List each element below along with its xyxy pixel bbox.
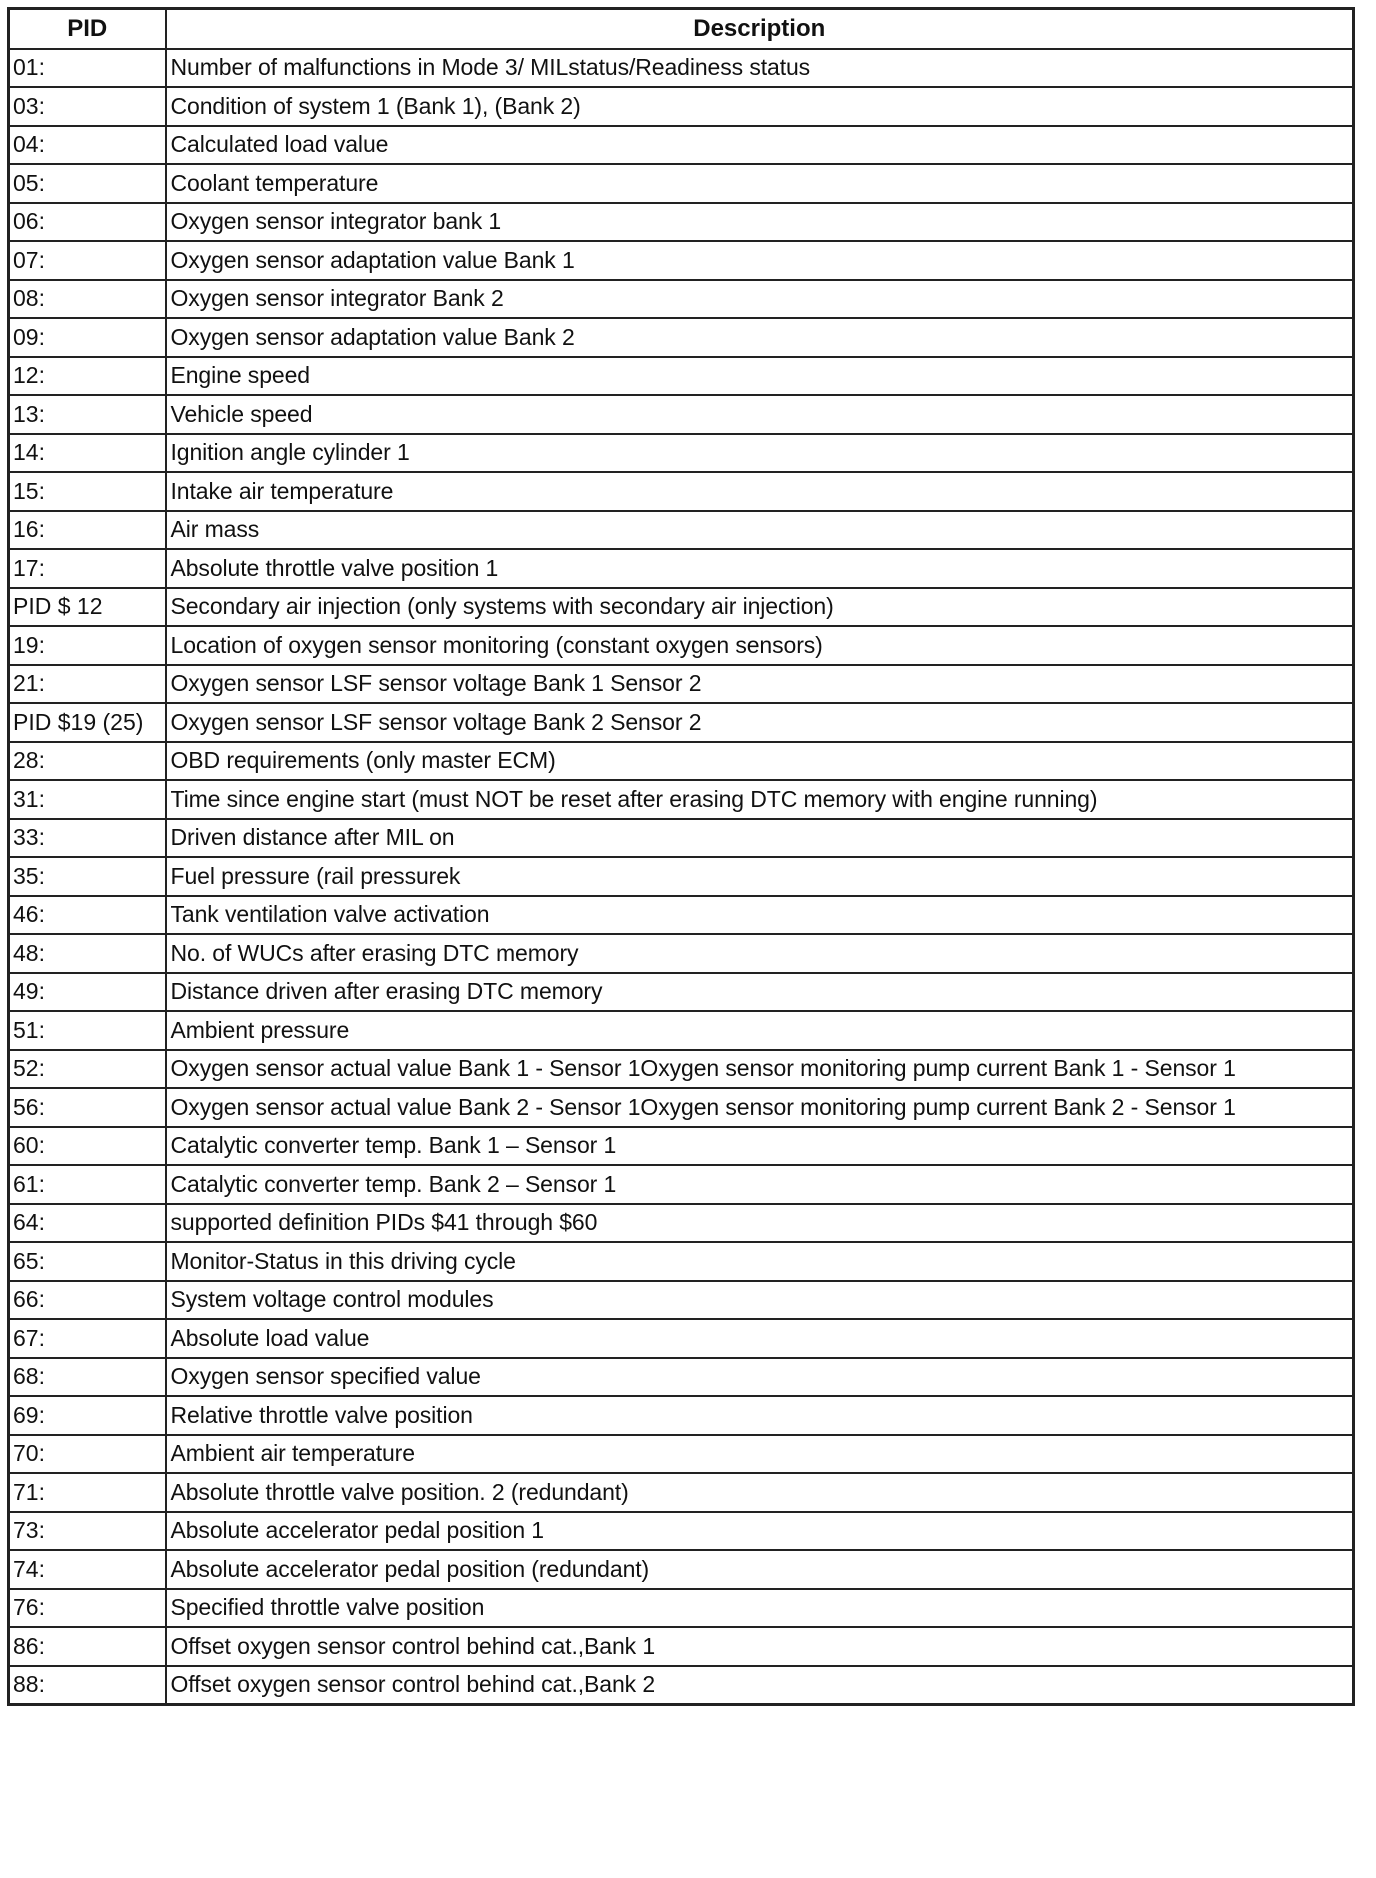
pid-cell: 61: <box>9 1165 166 1204</box>
description-cell: Oxygen sensor LSF sensor voltage Bank 1 Sensor 2 <box>166 665 1354 704</box>
pid-cell: 33: <box>9 819 166 858</box>
description-cell: Secondary air injection (only systems with secondary air injection) <box>166 588 1354 627</box>
pid-cell: 35: <box>9 857 166 896</box>
table-row <box>9 857 1354 896</box>
description-cell: Engine speed <box>166 357 1354 396</box>
table-row <box>9 1127 1354 1166</box>
table-body <box>9 49 1354 1705</box>
pid-cell: 56: <box>9 1088 166 1127</box>
header-row <box>9 9 1354 49</box>
table-row <box>9 819 1354 858</box>
description-cell: Oxygen sensor actual value Bank 1 - Sensor 1Oxygen sensor monitoring pump current Bank 1 - Sensor 1 <box>166 1050 1354 1089</box>
description-cell: Coolant temperature <box>166 164 1354 203</box>
table-row <box>9 1666 1354 1705</box>
description-cell: Oxygen sensor adaptation value Bank 1 <box>166 241 1354 280</box>
description-cell: Oxygen sensor actual value Bank 2 - Sensor 1Oxygen sensor monitoring pump current Bank 2 - Sensor 1 <box>166 1088 1354 1127</box>
table-row <box>9 1165 1354 1204</box>
pid-cell: 04: <box>9 126 166 165</box>
table-row <box>9 1011 1354 1050</box>
pid-cell: 16: <box>9 511 166 550</box>
pid-column-header: PID <box>9 9 166 49</box>
pid-cell: 05: <box>9 164 166 203</box>
table-row <box>9 1319 1354 1358</box>
pid-cell: 49: <box>9 973 166 1012</box>
pid-cell: 13: <box>9 395 166 434</box>
description-cell: supported definition PIDs $41 through $60 <box>166 1204 1354 1243</box>
table-row <box>9 1435 1354 1474</box>
table-row <box>9 511 1354 550</box>
table-row <box>9 896 1354 935</box>
description-cell: Oxygen sensor adaptation value Bank 2 <box>166 318 1354 357</box>
description-cell: Offset oxygen sensor control behind cat.,Bank 1 <box>166 1627 1354 1666</box>
pid-cell: 31: <box>9 780 166 819</box>
table-row <box>9 742 1354 781</box>
table-row <box>9 1512 1354 1551</box>
pid-cell: 17: <box>9 549 166 588</box>
pid-description-table <box>7 7 1355 1706</box>
pid-cell: 64: <box>9 1204 166 1243</box>
table-row <box>9 472 1354 511</box>
table-row <box>9 1473 1354 1512</box>
pid-cell: 09: <box>9 318 166 357</box>
table-row <box>9 280 1354 319</box>
table-row <box>9 241 1354 280</box>
table-row <box>9 934 1354 973</box>
table-row <box>9 357 1354 396</box>
table-row <box>9 395 1354 434</box>
pid-cell: 01: <box>9 49 166 88</box>
description-cell: Location of oxygen sensor monitoring (constant oxygen sensors) <box>166 626 1354 665</box>
pid-cell: 74: <box>9 1550 166 1589</box>
pid-cell: 76: <box>9 1589 166 1628</box>
pid-cell: PID $19 (25) <box>9 703 166 742</box>
description-cell: Vehicle speed <box>166 395 1354 434</box>
pid-cell: 14: <box>9 434 166 473</box>
pid-cell: 03: <box>9 87 166 126</box>
pid-cell: 06: <box>9 203 166 242</box>
description-cell: OBD requirements (only master ECM) <box>166 742 1354 781</box>
table-row <box>9 1281 1354 1320</box>
pid-cell: 48: <box>9 934 166 973</box>
table-row <box>9 1088 1354 1127</box>
pid-cell: 86: <box>9 1627 166 1666</box>
description-cell: No. of WUCs after erasing DTC memory <box>166 934 1354 973</box>
pid-cell: 46: <box>9 896 166 935</box>
table-row <box>9 318 1354 357</box>
table-row <box>9 164 1354 203</box>
description-cell: Driven distance after MIL on <box>166 819 1354 858</box>
description-cell: Specified throttle valve position <box>166 1589 1354 1628</box>
table-row <box>9 1627 1354 1666</box>
table-row <box>9 49 1354 88</box>
description-cell: Number of malfunctions in Mode 3/ MILstatus/Readiness status <box>166 49 1354 88</box>
table-row <box>9 434 1354 473</box>
table-row <box>9 588 1354 627</box>
description-cell: Intake air temperature <box>166 472 1354 511</box>
description-cell: Catalytic converter temp. Bank 1 – Sensor 1 <box>166 1127 1354 1166</box>
description-cell: Oxygen sensor specified value <box>166 1358 1354 1397</box>
pid-cell: 67: <box>9 1319 166 1358</box>
pid-cell: 07: <box>9 241 166 280</box>
description-cell: Absolute throttle valve position. 2 (redundant) <box>166 1473 1354 1512</box>
table-row <box>9 626 1354 665</box>
description-cell: Fuel pressure (rail pressurek <box>166 857 1354 896</box>
description-cell: Absolute throttle valve position 1 <box>166 549 1354 588</box>
pid-cell: 19: <box>9 626 166 665</box>
pid-cell: 12: <box>9 357 166 396</box>
description-cell: Ignition angle cylinder 1 <box>166 434 1354 473</box>
table-row <box>9 1396 1354 1435</box>
table-row <box>9 549 1354 588</box>
description-cell: Oxygen sensor integrator bank 1 <box>166 203 1354 242</box>
pid-cell: 70: <box>9 1435 166 1474</box>
description-cell: Catalytic converter temp. Bank 2 – Sensor 1 <box>166 1165 1354 1204</box>
pid-cell: PID $ 12 <box>9 588 166 627</box>
description-cell: Distance driven after erasing DTC memory <box>166 973 1354 1012</box>
table-row <box>9 1050 1354 1089</box>
table-row <box>9 1242 1354 1281</box>
pid-cell: 28: <box>9 742 166 781</box>
pid-cell: 88: <box>9 1666 166 1705</box>
description-cell: Time since engine start (must NOT be reset after erasing DTC memory with engine running) <box>166 780 1354 819</box>
table-row <box>9 87 1354 126</box>
description-cell: Absolute load value <box>166 1319 1354 1358</box>
table-row <box>9 1589 1354 1628</box>
table-row <box>9 780 1354 819</box>
table-row <box>9 203 1354 242</box>
pid-cell: 60: <box>9 1127 166 1166</box>
description-cell: Condition of system 1 (Bank 1), (Bank 2) <box>166 87 1354 126</box>
description-cell: Absolute accelerator pedal position 1 <box>166 1512 1354 1551</box>
table-row <box>9 973 1354 1012</box>
table-row <box>9 126 1354 165</box>
pid-cell: 51: <box>9 1011 166 1050</box>
table-header <box>9 9 1354 49</box>
description-cell: System voltage control modules <box>166 1281 1354 1320</box>
pid-cell: 08: <box>9 280 166 319</box>
description-column-header: Description <box>166 9 1354 49</box>
description-cell: Relative throttle valve position <box>166 1396 1354 1435</box>
table-row <box>9 1550 1354 1589</box>
pid-cell: 71: <box>9 1473 166 1512</box>
description-cell: Ambient pressure <box>166 1011 1354 1050</box>
table-row <box>9 1358 1354 1397</box>
pid-cell: 68: <box>9 1358 166 1397</box>
description-cell: Oxygen sensor integrator Bank 2 <box>166 280 1354 319</box>
table-row <box>9 1204 1354 1243</box>
description-cell: Calculated load value <box>166 126 1354 165</box>
description-cell: Absolute accelerator pedal position (redundant) <box>166 1550 1354 1589</box>
pid-cell: 66: <box>9 1281 166 1320</box>
table-row <box>9 665 1354 704</box>
description-cell: Tank ventilation valve activation <box>166 896 1354 935</box>
pid-cell: 69: <box>9 1396 166 1435</box>
description-cell: Air mass <box>166 511 1354 550</box>
description-cell: Offset oxygen sensor control behind cat.,Bank 2 <box>166 1666 1354 1705</box>
pid-cell: 73: <box>9 1512 166 1551</box>
table-row <box>9 703 1354 742</box>
pid-cell: 65: <box>9 1242 166 1281</box>
pid-cell: 21: <box>9 665 166 704</box>
description-cell: Oxygen sensor LSF sensor voltage Bank 2 Sensor 2 <box>166 703 1354 742</box>
description-cell: Monitor-Status in this driving cycle <box>166 1242 1354 1281</box>
pid-cell: 52: <box>9 1050 166 1089</box>
description-cell: Ambient air temperature <box>166 1435 1354 1474</box>
pid-cell: 15: <box>9 472 166 511</box>
